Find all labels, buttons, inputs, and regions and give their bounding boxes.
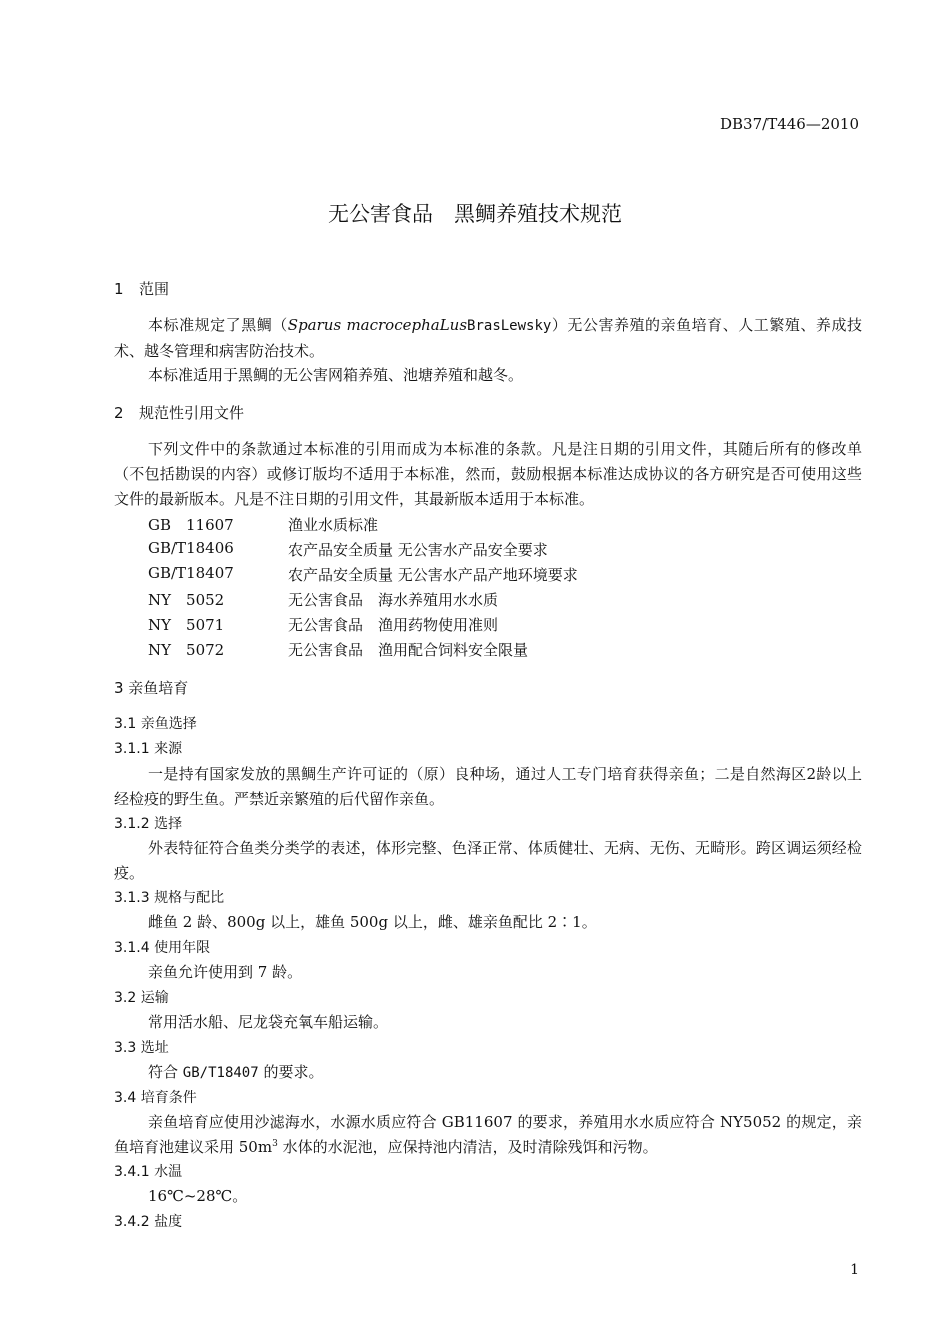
ref-code: NY 5072 xyxy=(148,641,225,659)
standard-code: DB37/T446—2010 xyxy=(720,115,859,133)
section-1-heading xyxy=(114,278,169,299)
subsection-3-1-2-heading: 3.1.2 选择 xyxy=(114,816,183,832)
section-2-title: 规范性引用文件 xyxy=(139,404,245,422)
ref-code: GB 11607 xyxy=(148,516,234,534)
subsection-3-3-text xyxy=(148,1061,323,1082)
document-title: 无公害食品 黑鲷养殖技术规范 xyxy=(328,202,622,226)
ref-title: 渔业水质标准 xyxy=(288,516,379,534)
ref-title: 无公害食品 渔用配合饲料安全限量 xyxy=(288,641,529,659)
subsection-3-1-heading: 3.1 亲鱼选择 xyxy=(114,716,197,732)
subsection-3-2-text: 常用活水船、尼龙袋充氧车船运输。 xyxy=(148,1013,389,1031)
subsection-3-3-heading: 3.3 选址 xyxy=(114,1040,169,1056)
subsection-3-1-4-heading: 3.1.4 使用年限 xyxy=(114,940,211,956)
site-text-b: 的要求。 xyxy=(263,1063,324,1081)
conditions-text-b: 水体的水泥池，应保持池内清洁，及时清除残饵和污物。 xyxy=(277,1138,658,1156)
section-1-paragraph-2 xyxy=(114,363,862,388)
section-1-title: 范围 xyxy=(139,280,170,298)
subsection-3-2-heading: 3.2 运输 xyxy=(114,990,169,1006)
page-number: 1 xyxy=(850,1262,859,1278)
scope-text-b: ）无公害养殖的亲鱼培育、人工繁殖、养成技术、越冬管理和病害防治技术。 xyxy=(114,316,862,360)
subsection-3-1-4-text: 亲鱼允许使用到 7 龄。 xyxy=(148,963,303,981)
author-name: BrasLewsky xyxy=(467,318,552,334)
subsection-3-1-3-text: 雌鱼 2 龄、800g 以上，雄鱼 500g 以上，雌、雄亲鱼配比 2∶1。 xyxy=(148,913,597,931)
subsection-3-1-1-heading: 3.1.1 来源 xyxy=(114,741,183,757)
cubic-superscript: 3 xyxy=(272,1139,278,1149)
site-text-a: 符合 xyxy=(148,1063,179,1081)
section-2-heading xyxy=(114,402,244,423)
site-standard-code: GB/T18407 xyxy=(182,1065,259,1081)
subsection-3-4-text xyxy=(114,1110,862,1160)
ref-code: NY 5071 xyxy=(148,616,225,634)
subsection-3-4-1-text: 16℃~28℃。 xyxy=(148,1187,248,1205)
normative-text: 下列文件中的条款通过本标准的引用而成为本标准的条款。凡是注日期的引用文件，其随后所有的修改单（不包括勘误的内容）或修订版均不适用于本标准，然而，鼓励根据本标准达成协议的各方研究是否可使用这些文件的最新版本。凡是不注日期的引用文件，其最新版本适用于本标准。 xyxy=(114,440,862,508)
subsection-3-1-1-text xyxy=(114,762,862,812)
scope-text-a: 本标准规定了黑鲷（ xyxy=(148,316,288,334)
source-text: 一是持有国家发放的黑鲷生产许可证的（原）良种场，通过人工专门培育获得亲鱼；二是自然海区2龄以上经检疫的野生鱼。严禁近亲繁殖的后代留作亲鱼。 xyxy=(114,765,862,808)
subsection-3-1-3-heading: 3.1.3 规格与配比 xyxy=(114,890,225,906)
subsection-3-4-2-heading: 3.4.2 盐度 xyxy=(114,1214,183,1230)
section-3-heading: 3 亲鱼培育 xyxy=(114,679,189,697)
ref-code: GB/T18406 xyxy=(148,539,234,557)
section-2-number: 2 xyxy=(114,404,124,422)
subsection-3-4-heading: 3.4 培育条件 xyxy=(114,1090,197,1106)
ref-code: NY 5052 xyxy=(148,591,225,609)
ref-title: 无公害食品 渔用药物使用准则 xyxy=(288,616,499,634)
ref-title: 农产品安全质量 无公害水产品产地环境要求 xyxy=(288,566,578,584)
ref-code: GB/T18407 xyxy=(148,564,234,582)
conditions-text-a: 亲鱼培育应使用沙滤海水，水源水质应符合 GB11607 的要求，养殖用水水质应符合 NY5052 的规定，亲鱼培育池建议采用 50m xyxy=(114,1113,862,1156)
scope-applicability: 本标准适用于黑鲷的无公害网箱养殖、池塘养殖和越冬。 xyxy=(148,366,524,384)
section-2-paragraph xyxy=(114,437,862,512)
latin-name: Sparus macrocephaLus xyxy=(287,316,468,334)
subsection-3-1-2-text xyxy=(114,836,862,886)
ref-title: 无公害食品 海水养殖用水水质 xyxy=(288,591,499,609)
ref-title: 农产品安全质量 无公害水产品安全要求 xyxy=(288,541,548,559)
subsection-3-4-1-heading: 3.4.1 水温 xyxy=(114,1164,183,1180)
selection-text: 外表特征符合鱼类分类学的表述，体形完整、色泽正常、体质健壮、无病、无伤、无畸形。跨区调运须经检疫。 xyxy=(114,839,862,882)
section-1-number: 1 xyxy=(114,280,124,298)
section-1-paragraph-1 xyxy=(114,313,862,364)
